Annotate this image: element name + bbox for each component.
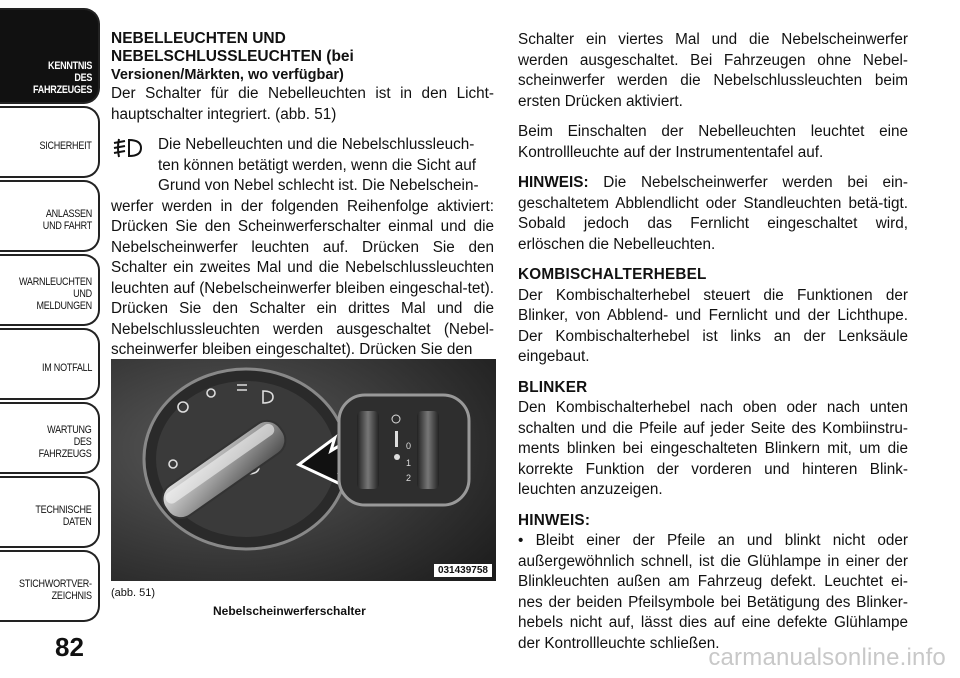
note-text: Die Nebelscheinwerfer werden bei ein-geschaltetem Abblendlicht oder Standleuchten betä-tigt. Sobald jedoch das Fernlicht eingeschaltet wird, erlöschen die Nebelleuchten. bbox=[518, 174, 908, 253]
figure-reference: (abb. 51) bbox=[111, 587, 156, 599]
fog-paragraph-rest: werfer werden in der folgenden Reihenfolge aktiviert: Drücken Sie den Scheinwerferschalter einmal und die Nebelscheinwerfer leuchten auf. Drücken Sie den Schalter ein zweites Mal und die Nebelschlussleuchten leuchten auf (Nebelscheinwerfer bleiben eingeschal-tet). Drücken Sie den Schalter ein drittes Mal und die Nebelschlussleuchten werden ausgeschaltet (Nebel-scheinwerfer bleiben eingeschaltet). Drücken Sie den bbox=[111, 197, 494, 358]
tab-label: ANLASSEN UND FAHRT bbox=[42, 208, 92, 232]
svg-text:0: 0 bbox=[406, 441, 412, 451]
tab-wartung[interactable] bbox=[0, 402, 100, 474]
tab-label: STICHWORTVER- ZEICHNIS bbox=[19, 578, 92, 602]
tab-warnleuchten[interactable] bbox=[0, 254, 100, 326]
fog-text-line2: ten können betätigt werden, wenn die Sicht auf bbox=[158, 156, 477, 174]
fog-lamp-icon bbox=[111, 137, 143, 159]
fog-light-paragraph bbox=[111, 135, 494, 361]
tab-label: SICHERHEIT bbox=[39, 140, 92, 152]
section-heading: NEBELLEUCHTEN UND bbox=[111, 30, 286, 47]
tab-label: TECHNISCHE DATEN bbox=[35, 504, 92, 528]
left-column bbox=[111, 30, 494, 371]
note-label-2: HINWEIS: bbox=[518, 511, 591, 529]
section-text-kombischalterhebel: Der Kombischalterhebel steuert die Funktionen der Blinker, von Abblend- und Fernlicht und der Lichthupe. Der Kombischalterhebel ist links an der Lenksäule eingebaut. bbox=[518, 286, 908, 365]
note-text-2: • Bleibt einer der Pfeile an und blinkt nicht oder außergewöhnlich schnell, ist die Glühlampe in einer der Blinkleuchten außen am Fahrzeug defekt. Leuchtet ei-nes der beiden Pfeilsymbole bei Betätigung des Blinker-hebels nicht auf, lässt dies auf eine defekte Glühlampe der Kontrollleuchte schließen. bbox=[518, 532, 908, 652]
headlamp-switch-photo-icon bbox=[111, 359, 496, 581]
figure-caption: Nebelscheinwerferschalter bbox=[213, 604, 366, 618]
tab-sicherheit[interactable] bbox=[0, 106, 100, 178]
svg-text:2: 2 bbox=[406, 473, 412, 483]
intro-paragraph: Der Schalter für die Nebelleuchten ist in den Licht-hauptschalter integriert. (abb. 51) bbox=[111, 85, 494, 123]
section-title-kombischalterhebel: KOMBISCHALTERHEBEL bbox=[518, 266, 707, 283]
section-heading-line3: Versionen/Märkten, wo verfügbar) bbox=[111, 67, 344, 83]
chapter-tabs bbox=[0, 0, 103, 678]
tab-technische-daten[interactable] bbox=[0, 476, 100, 548]
tab-label: KENNTNIS DES FAHRZEUGES bbox=[32, 60, 92, 96]
note-paragraph-1 bbox=[518, 173, 908, 255]
right-column bbox=[518, 30, 908, 664]
headlamp-switch-figure bbox=[111, 359, 496, 581]
tab-kenntnis[interactable] bbox=[0, 8, 100, 104]
tab-label: IM NOTFALL bbox=[41, 362, 92, 374]
section-title-blinker: BLINKER bbox=[518, 378, 588, 396]
right-paragraph-1: Schalter ein viertes Mal und die Nebelscheinwerfer werden ausgeschaltet. Bei Fahrzeugen ohne Nebel-scheinwerfer werden die Nebelschlussleuchten beim ersten Drücken aktiviert. bbox=[518, 31, 908, 110]
tab-anlassen[interactable] bbox=[0, 180, 100, 252]
figure-code: 031439758 bbox=[434, 564, 492, 577]
section-heading-line2: NEBELSCHLUSSLEUCHTEN (bei bbox=[111, 48, 354, 65]
fog-text-line3: Grund von Nebel schlecht ist. Die Nebelschein- bbox=[158, 177, 479, 194]
page-number: 82 bbox=[55, 632, 84, 662]
tab-label: WARNLEUCHTEN UND MELDUNGEN bbox=[19, 276, 92, 312]
svg-text:1: 1 bbox=[406, 458, 412, 468]
tab-notfall[interactable] bbox=[0, 328, 100, 400]
fog-text-line1: Die Nebelleuchten und die Nebelschlussleuch- bbox=[158, 136, 475, 153]
tab-stichwortverzeichnis[interactable] bbox=[0, 550, 100, 622]
note-label: HINWEIS: bbox=[518, 174, 589, 191]
tab-label: WARTUNG DES FAHRZEUGS bbox=[39, 424, 92, 460]
watermark: carmanualsonline.info bbox=[708, 644, 946, 671]
section-text-blinker: Den Kombischalterhebel nach oben oder nach unten schalten und die Pfeile auf jeder Seite des Kombiinstru-ments blinken bei eingeschalteten Blinkern mit, um die korrekte Funktion der vorderen und hinteren Blink-leuchten anzuzeigen. bbox=[518, 399, 908, 498]
right-paragraph-2: Beim Einschalten der Nebelleuchten leuchtet eine Kontrollleuchte auf der Instrumententafel auf. bbox=[518, 123, 908, 161]
